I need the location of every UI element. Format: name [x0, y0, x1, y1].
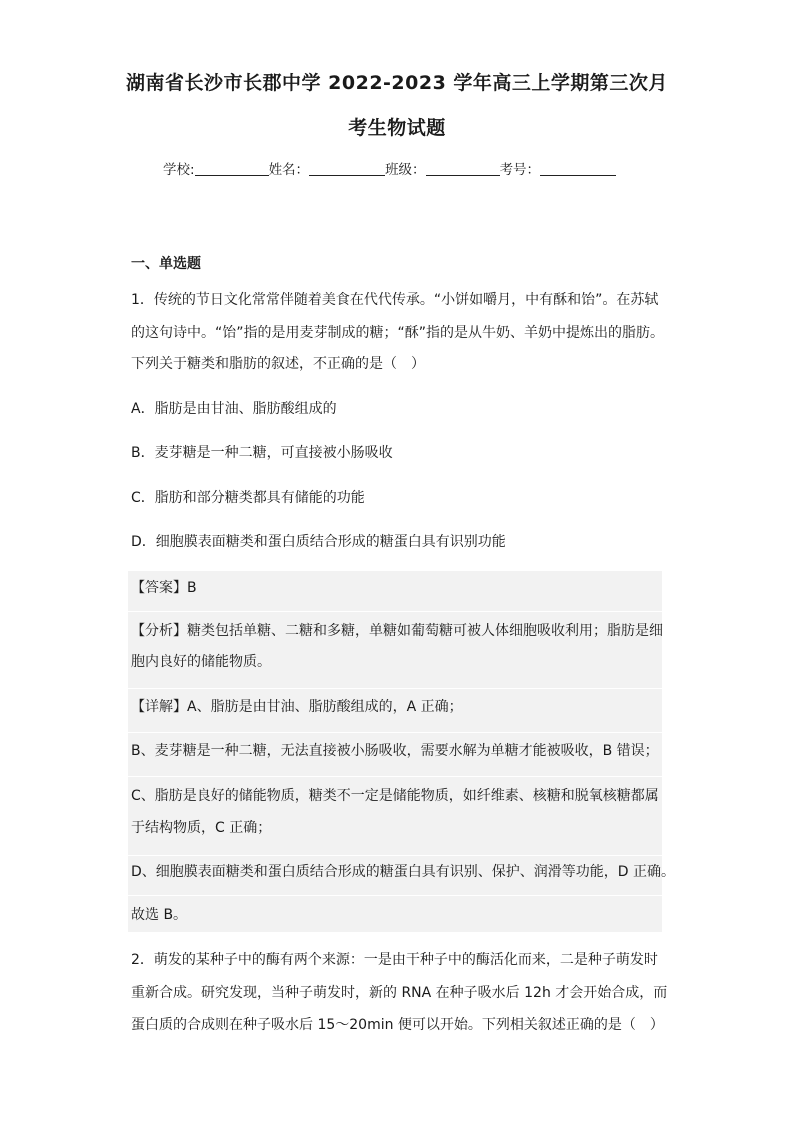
student-info-fields — [163, 158, 616, 178]
q1-stem-line: 1．传统的节日文化常常伴随着美食在代代传承。“小饼如嚼月，中有酥和饴”。在苏轼 — [131, 292, 659, 308]
q1-detail-line: 【详解】A、脂肪是由甘油、脂肪酸组成的，A 正确； — [131, 699, 463, 715]
class-blank — [426, 161, 500, 176]
q2-stem-line: 重新合成。研究发现，当种子萌发时，新的 RNA 在种子吸水后 12h 才会开始合成，而 — [131, 985, 668, 1001]
q1-detail-line: B、麦芽糖是一种二糖，无法直接被小肠吸收，需要水解为单糖才能被吸收，B 错误； — [131, 743, 659, 759]
name-label: 姓名： — [268, 162, 310, 178]
document-title-line2: 考生物试题 — [348, 117, 446, 139]
q1-stem-line: 下列关于糖类和脂肪的叙述，不正确的是（ ） — [131, 356, 425, 372]
class-label: 班级： — [385, 162, 426, 178]
q1-option-a: A．脂肪是由甘油、脂肪酸组成的 — [131, 401, 337, 417]
q1-detail-line: D、细胞膜表面糖类和蛋白质结合形成的糖蛋白具有识别、保护、润滑等功能，D 正确。 — [131, 864, 676, 880]
q1-stem-line: 的这句诗中。“饴”指的是用麦芽制成的糖；“酥”指的是从牛奶、羊奶中提炼出的脂肪。 — [131, 325, 665, 341]
exam-number-label: 考号： — [499, 162, 541, 178]
q1-option-b: B．麦芽糖是一种二糖，可直接被小肠吸收 — [131, 445, 393, 461]
q1-option-c: C．脂肪和部分糖类都具有储能的功能 — [131, 490, 365, 506]
document-title-line1: 湖南省长沙市长郡中学 2022-2023 学年高三上学期第三次月 — [126, 72, 668, 94]
q1-option-d: D．细胞膜表面糖类和蛋白质结合形成的糖蛋白具有识别功能 — [131, 534, 506, 550]
school-label: 学校: — [163, 162, 195, 178]
q1-answer: 【答案】B — [131, 580, 197, 596]
exam-number-blank — [540, 161, 616, 176]
q1-detail-line: C、脂肪是良好的储能物质，糖类不一定是储能物质，如纤维素、核糖和脱氧核糖都属 — [131, 788, 659, 804]
school-blank — [195, 161, 269, 176]
q2-stem-line: 2．萌发的某种子中的酶有两个来源：一是由干种子中的酶活化而来，二是种子萌发时 — [131, 952, 658, 968]
q1-conclusion: 故选 B。 — [131, 907, 188, 923]
section-title: 一、单选题 — [131, 256, 201, 272]
q1-analysis-line: 胞内良好的储能物质。 — [131, 654, 271, 670]
q2-stem-line: 蛋白质的合成则在种子吸水后 15～20min 便可以开始。下列相关叙述正确的是（ ） — [131, 1017, 664, 1033]
name-blank — [309, 161, 385, 176]
q1-detail-line: 于结构物质，C 正确； — [131, 820, 272, 836]
q1-analysis-line: 【分析】糖类包括单糖、二糖和多糖，单糖如葡萄糖可被人体细胞吸收利用；脂肪是细 — [131, 623, 663, 639]
